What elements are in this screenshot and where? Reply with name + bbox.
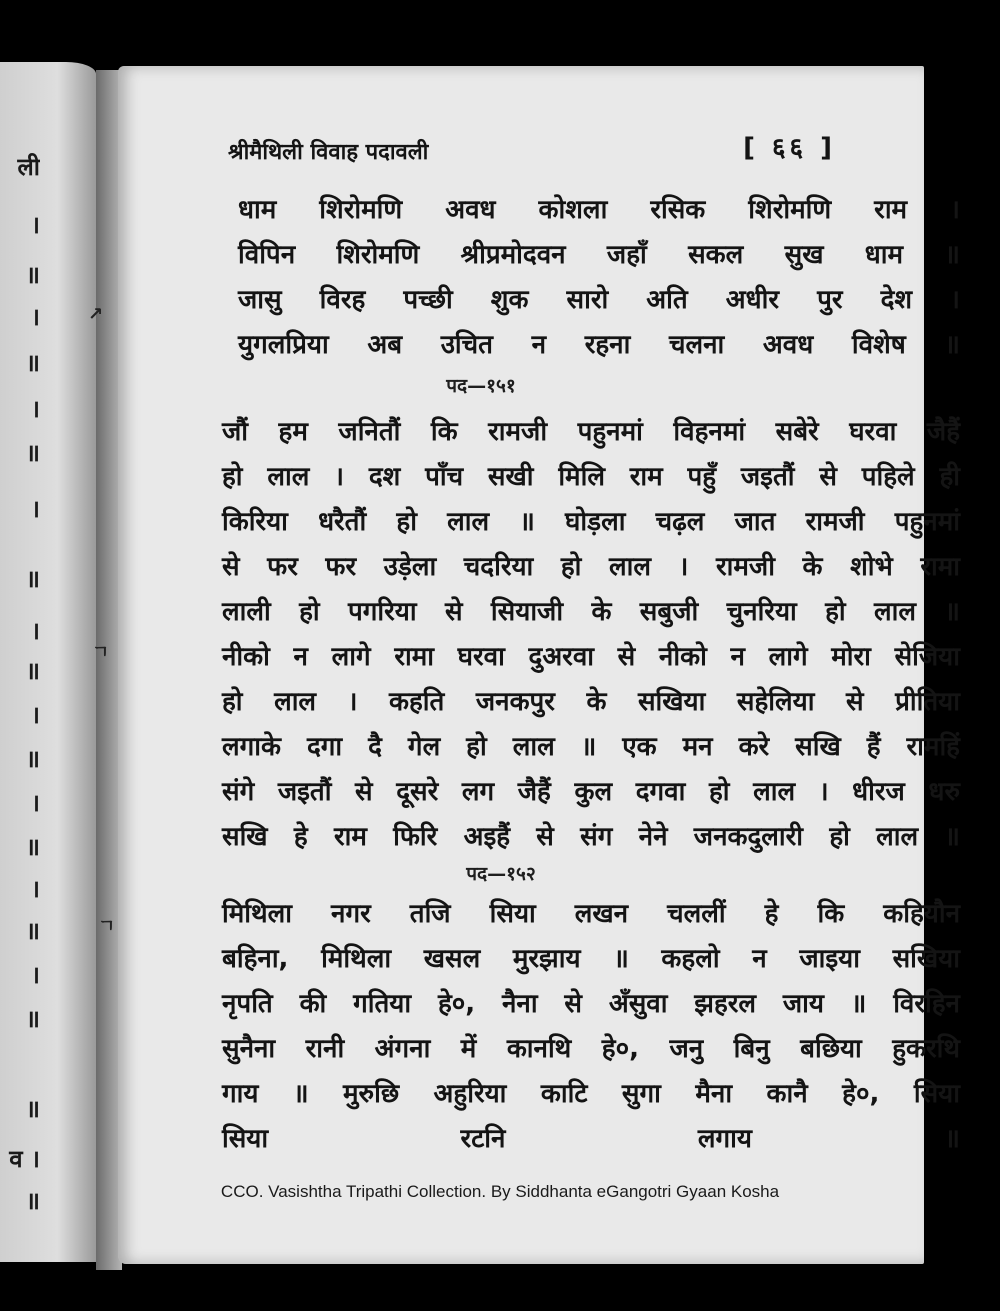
text-line: हो लाल । दश पाँच सखी मिलि राम पहुँ जइतौं से पहिले ही (222, 462, 960, 492)
pad-152-heading: पद—१५२ (466, 863, 536, 885)
running-head: श्रीमैथिली विवाह पदावली (228, 140, 429, 165)
binding-mark-middle: ㄱ (92, 642, 110, 663)
text-line: से फर फर उड़ेला चदरिया हो लाल । रामजी के शोभे रामा (222, 552, 960, 582)
left-page-margin-text: ली (17, 153, 40, 181)
left-page-edge (0, 62, 96, 1262)
text-line: बहिना, मिथिला खसल मुरझाय ॥ कहलो न जाइया सखिया (222, 944, 960, 974)
left-page-margin-text: ॥ (25, 1187, 40, 1215)
pad-151-text (222, 410, 960, 860)
left-page-margin-text: । (30, 495, 40, 523)
left-page-margin-text: ॥ (25, 1005, 40, 1033)
text-line: किरिया धरैतौं हो लाल ॥ घोड़ला चढ़ल जात रामजी पहुनमां (222, 507, 960, 537)
text-line: जासु विरह पच्छी शुक सारो अति अधीर पुर देश । (238, 285, 960, 315)
text-line: विपिन शिरोमणि श्रीप्रमोदवन जहाँ सकल सुख धाम ॥ (238, 240, 960, 270)
text-line: धाम शिरोमणि अवध कोशला रसिक शिरोमणि राम । (238, 195, 960, 225)
left-page-margin-text: । (30, 303, 40, 331)
pad-151-heading: पद—१५१ (446, 375, 516, 397)
page-number: [ ६६ ] (743, 133, 836, 163)
text-line: युगलप्रिया अब उचित न रहना चलना अवध विशेष ॥ (238, 330, 960, 360)
pad-152-text (222, 892, 960, 1162)
binding-mark-bottom: ㄱ (98, 916, 116, 937)
left-page-margin-text: ॥ (25, 439, 40, 467)
text-line: गाय ॥ मुरुछि अहुरिया काटि सुगा मैना कानै हे०, सिया (222, 1079, 960, 1109)
left-page-margin-text: । (30, 617, 40, 645)
text-line: संगे जइतौं से दूसरे लग जैहैं कुल दगवा हो लाल । धीरज धरु (222, 777, 960, 807)
left-page-margin-text: ॥ (25, 349, 40, 377)
left-page-margin-text: व । (9, 1145, 40, 1173)
left-page-margin-text: । (30, 395, 40, 423)
left-page-margin-text: । (30, 211, 40, 239)
left-page-margin-text: । (30, 875, 40, 903)
left-page-margin-text: ॥ (25, 1095, 40, 1123)
text-line: लगाके दगा दै गेल हो लाल ॥ एक मन करे सखि हैं रामहिं (222, 732, 960, 762)
left-page-margin-text: ॥ (25, 745, 40, 773)
text-line: मिथिला नगर तजि सिया लखन चललीं हे कि कहियौन (222, 899, 960, 929)
left-page-margin-text: । (30, 961, 40, 989)
text-line: हो लाल । कहति जनकपुर के सखिया सहेलिया से प्रीतिया (222, 687, 960, 717)
left-page-margin-text: ॥ (25, 261, 40, 289)
text-line: नृपति की गतिया हे०, नैना से अँसुवा झहरल जाय ॥ विरहिन (222, 989, 960, 1019)
text-line: सुनैना रानी अंगना में कानथि हे०, जनु बिनु बछिया हुकरथि (222, 1034, 960, 1064)
left-page-margin-text: ॥ (25, 565, 40, 593)
binding-mark-top: ↗ (88, 304, 104, 325)
left-page-margin-text: । (30, 701, 40, 729)
left-page-margin-text: ॥ (25, 657, 40, 685)
left-page-margin-text: ॥ (25, 917, 40, 945)
opening-verses (238, 188, 960, 368)
left-page-margin-text: ॥ (25, 833, 40, 861)
left-page-margin-text: । (30, 789, 40, 817)
text-line: लाली हो पगरिया से सियाजी के सबुजी चुनरिया हो लाल ॥ (222, 597, 960, 627)
text-line: सिया रटनि लगाय ॥ (222, 1124, 960, 1154)
book-page (118, 66, 960, 1264)
text-line: सखि हे राम फिरि अइहैं से संग नेने जनकदुलारी हो लाल ॥ (222, 822, 960, 852)
text-line: जौं हम जनितौं कि रामजी पहुनमां विहनमां सबेरे घरवा जैहैं (222, 417, 960, 447)
text-line: नीको न लागे रामा घरवा दुअरवा से नीको न लागे मोरा सेजिया (222, 642, 960, 672)
footer-credit: CCO. Vasishtha Tripathi Collection. By Siddhanta eGangotri Gyaan Kosha (220, 1182, 780, 1201)
